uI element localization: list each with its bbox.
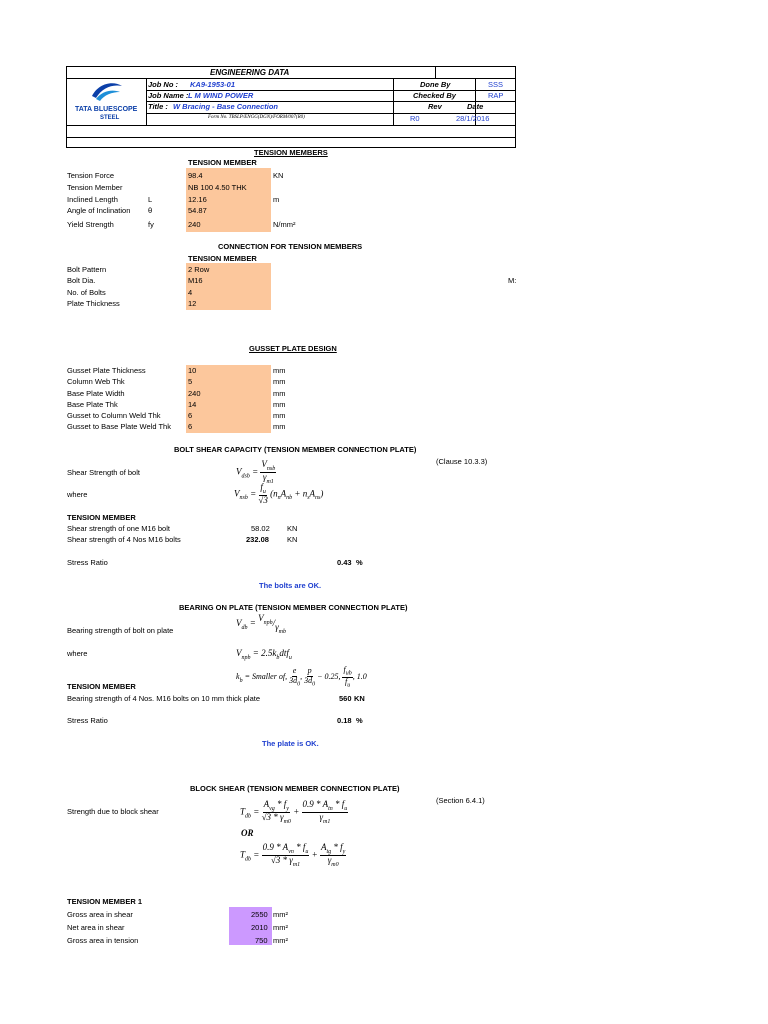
row-unit: m: [273, 195, 280, 204]
bolt-shear-formula: $V_{dsb}$ = $\frac{V_{nsb}}{\gamma_{m1}}$: [236, 459, 276, 485]
block-strength-label: Strength due to block shear: [67, 807, 159, 816]
row-unit: N/mm²: [273, 220, 296, 229]
info-grid-line: [435, 66, 436, 78]
row-unit: KN: [273, 171, 284, 180]
row-label: Gusset to Column Weld Thk: [67, 411, 161, 420]
row-value[interactable]: 14: [188, 400, 197, 409]
shear-strength-label: Shear Strength of bolt: [67, 468, 140, 477]
block-formula-2: $T_{db}$ = $\frac{0.9 * A_{vn} * f_u}{√3 * \gamma_{m1}}$ + $\frac{A_{tg} * f_y}{\gamma_{m0}}$: [240, 842, 346, 868]
row-unit: mm: [273, 377, 286, 386]
row-value[interactable]: 98.4: [188, 171, 203, 180]
connection-subheading: TENSION MEMBER: [188, 254, 257, 263]
tension-subheading: TENSION MEMBER: [188, 158, 257, 167]
row-symbol: fy: [148, 220, 154, 229]
all-bolts-unit: KN: [287, 535, 298, 544]
done-by-value: SSS: [488, 80, 504, 89]
clause-reference: (Clause 10.3.3): [436, 457, 488, 466]
stress-ratio-label: Stress Ratio: [67, 558, 108, 567]
bearing-member-label: TENSION MEMBER: [67, 682, 136, 691]
row-label: Column Web Thk: [67, 377, 125, 386]
row-label: Base Plate Thk: [67, 400, 118, 409]
bearing-ratio-unit: %: [356, 716, 363, 725]
row-symbol: θ: [148, 206, 153, 215]
row-unit: mm: [273, 411, 286, 420]
date-value: 28/1/2016: [456, 114, 490, 123]
row-label: Gross area in shear: [67, 910, 133, 919]
rev-value: R0: [410, 114, 420, 123]
title-value: W Bracing - Base Connection: [173, 102, 279, 111]
form-number: Form No. TBSLP/ENGG(DGN)/FORM/007(R0): [208, 115, 305, 120]
one-bolt-unit: KN: [287, 524, 298, 533]
nominal-shear-formula: $V_{nsb}$ = $\frac{f_u}{√3}$ $(n_nA_{nb} + n_sA_{ns})$: [234, 482, 324, 506]
header-divider: [66, 78, 516, 79]
row-value[interactable]: M16: [188, 276, 203, 285]
row-value[interactable]: 12: [188, 299, 197, 308]
bolt-member-label: TENSION MEMBER: [67, 513, 136, 522]
gusset-heading: GUSSET PLATE DESIGN: [249, 344, 337, 353]
all-bolts-value: 232.08: [246, 535, 269, 544]
row-label: Tension Member: [67, 183, 123, 192]
row-value[interactable]: 54.87: [188, 206, 207, 215]
bearing-heading: BEARING ON PLATE (TENSION MEMBER CONNECTION PLATE): [179, 603, 408, 612]
bearing-result: The plate is OK.: [262, 739, 319, 748]
tension-heading: TENSION MEMBERS: [254, 148, 328, 157]
bearing-ratio-label: Stress Ratio: [67, 716, 108, 725]
job-no-label: Job No :: [148, 80, 178, 89]
row-value: 750: [255, 936, 268, 945]
one-bolt-label: Shear strength of one M16 bolt: [67, 524, 170, 533]
all-bolts-label: Shear strength of 4 Nos M16 bolts: [67, 535, 181, 544]
block-member-label: TENSION MEMBER 1: [67, 897, 143, 906]
row-label: Angle of Inclination: [67, 206, 131, 215]
info-grid-line: [66, 125, 516, 126]
row-label: Tension Force: [67, 171, 115, 180]
gusset-input-cells: [186, 365, 271, 433]
info-grid-line: [66, 137, 516, 138]
row-unit: mm: [273, 422, 286, 431]
info-grid-line: [393, 78, 394, 125]
title-label: Title :: [148, 102, 168, 111]
row-label: Bolt Pattern: [67, 265, 107, 274]
page-title: ENGINEERING DATA: [210, 68, 290, 77]
row-label: Net area in shear: [67, 923, 125, 932]
row-symbol: L: [148, 195, 153, 204]
row-label: Gusset Plate Thickness: [67, 366, 146, 375]
row-value: 2010: [251, 923, 268, 932]
bearing-ratio-value: 0.18: [337, 716, 352, 725]
bolt-result: The bolts are OK.: [259, 581, 322, 590]
row-value: 2550: [251, 910, 268, 919]
right-margin-mark: M:: [508, 276, 517, 285]
job-name-label: Job Name :: [148, 91, 189, 100]
row-value[interactable]: 10: [188, 366, 197, 375]
bearing-description: Bearing strength of 4 Nos. M16 bolts on 10 mm thick plate: [67, 694, 261, 703]
bearing-strength-label: Bearing strength of bolt on plate: [67, 626, 174, 635]
section-reference: (Section 6.4.1): [436, 796, 485, 805]
logo-swoosh-icon: [90, 80, 124, 102]
row-unit: mm: [273, 400, 286, 409]
tata-bluescope-logo: [72, 80, 144, 124]
row-value[interactable]: 6: [188, 422, 193, 431]
job-name-value: L M WIND POWER: [188, 91, 254, 100]
row-value[interactable]: 240: [188, 389, 201, 398]
row-unit: mm²: [273, 923, 288, 932]
row-label: Gross area in tension: [67, 936, 139, 945]
logo-text: TATA BLUESCOPE: [75, 106, 138, 113]
bearing-value: 560: [339, 694, 352, 703]
kb-formula: $k_b$ = Smaller of, $\frac{e}{3d_0}$ , $\frac{p}{3d_0}$ − 0.25, $\frac{f_{ub}}{f_u}$ , 1.0: [236, 665, 367, 689]
checked-by-value: RAP: [488, 91, 504, 100]
row-label: Bolt Dia.: [67, 276, 96, 285]
job-no-value: KA9-1953-01: [190, 80, 236, 89]
row-value[interactable]: 240: [188, 220, 201, 229]
or-label: OR: [241, 828, 254, 838]
where-label: where: [67, 490, 88, 499]
stress-ratio-value: 0.43: [337, 558, 352, 567]
logo-subtext: STEEL: [100, 115, 120, 121]
row-unit: mm: [273, 366, 286, 375]
row-unit: mm²: [273, 936, 288, 945]
row-value[interactable]: 6: [188, 411, 193, 420]
row-value[interactable]: NB 100 4.50 THK: [188, 183, 247, 192]
block-formula-1: $T_{db}$ = $\frac{A_{vg} * f_y}{√3 * \gamma_{m0}}$ + $\frac{0.9 * A_{tn} * f_u}{\gamma_{m1}}$: [240, 799, 348, 825]
row-label: Plate Thickness: [67, 299, 120, 308]
bearing-where-label: where: [67, 649, 88, 658]
row-value[interactable]: 12.16: [188, 195, 207, 204]
done-by-label: Done By: [420, 80, 451, 89]
bearing-unit: KN: [354, 694, 365, 703]
stress-ratio-unit: %: [356, 558, 363, 567]
date-label: Date: [467, 102, 484, 111]
rev-label: Rev: [428, 102, 442, 111]
bearing-formula: $V_{db} = V_{npb}/\gamma_{mb}$: [236, 613, 286, 635]
block-shear-heading: BLOCK SHEAR (TENSION MEMBER CONNECTION PLATE): [190, 784, 400, 793]
row-label: Base Plate Width: [67, 389, 125, 398]
row-label: Inclined Length: [67, 195, 118, 204]
bolt-shear-heading: BOLT SHEAR CAPACITY (TENSION MEMBER CONNECTION PLATE): [174, 445, 417, 454]
row-value[interactable]: 5: [188, 377, 193, 386]
row-label: Gusset to Base Plate Weld Thk: [67, 422, 171, 431]
row-unit: mm: [273, 389, 286, 398]
connection-heading: CONNECTION FOR TENSION MEMBERS: [218, 242, 363, 251]
nominal-bearing-formula: $V_{npb} = 2.5k_bdtf_u$: [236, 648, 292, 661]
row-unit: mm²: [273, 910, 288, 919]
checked-by-label: Checked By: [413, 91, 456, 100]
one-bolt-value: 58.02: [251, 524, 270, 533]
row-value[interactable]: 2 Row: [188, 265, 210, 274]
row-value[interactable]: 4: [188, 288, 193, 297]
row-label: No. of Bolts: [67, 288, 106, 297]
row-label: Yield Strength: [67, 220, 114, 229]
